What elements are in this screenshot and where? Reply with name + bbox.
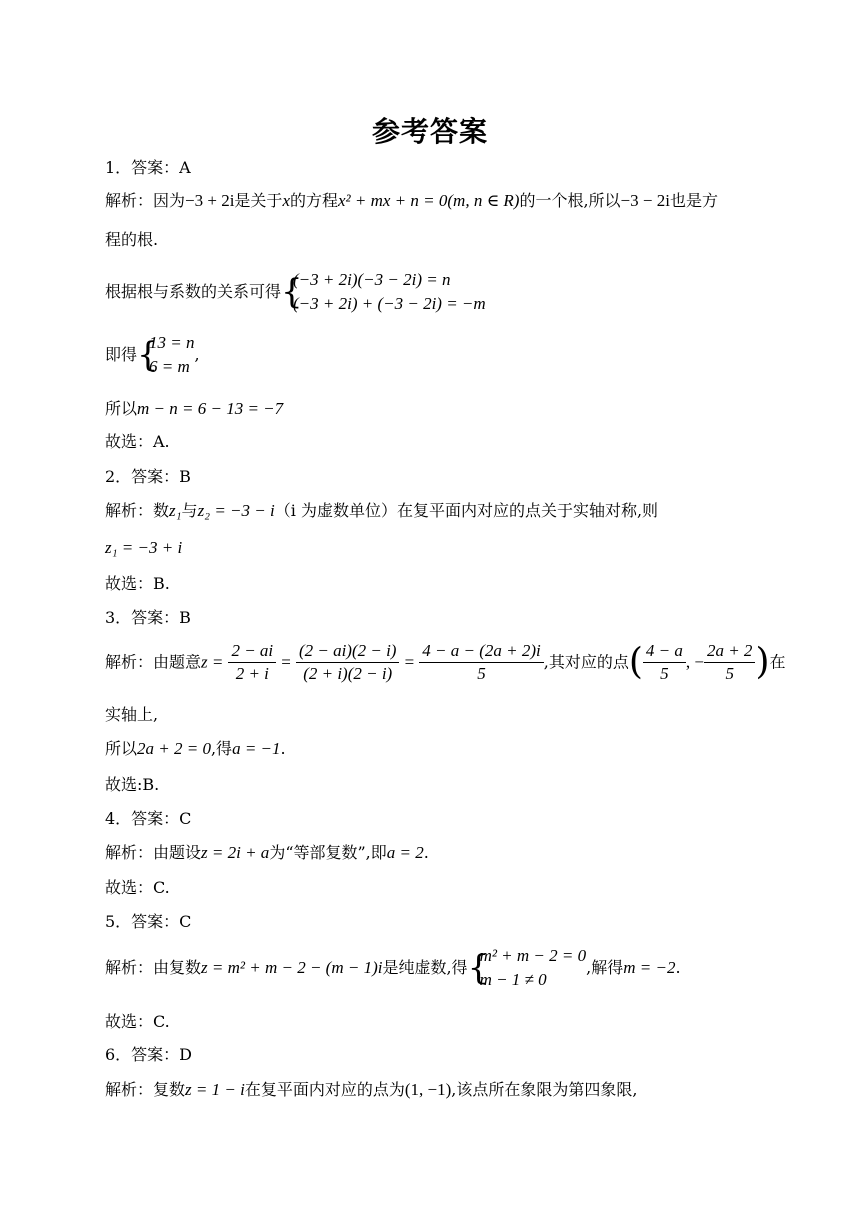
q3-cond: 2a + 2 = 0 <box>137 739 211 758</box>
q1-expr-conj: −3 − 2i <box>620 191 670 210</box>
brace-icon: { <box>281 272 303 312</box>
q1-expr-root: −3 + 2i <box>185 191 235 210</box>
q2-text: （i 为虚数单位）在复平面内对应的点关于实轴对称,则 <box>274 501 659 520</box>
q6-text-b: ,该点所在象限为第四象限, <box>451 1080 638 1099</box>
q3-f2-den: (2 + i)(2 − i) <box>303 664 393 683</box>
q3-eq-1: = <box>281 652 291 672</box>
q1-result: m − n = 6 − 13 = −7 <box>137 399 284 418</box>
q3-text-point: ,其对应的点 <box>543 652 629 672</box>
q5-sys-row2: m − 1 ≠ 0 <box>479 970 547 989</box>
q3-f1-den: 2 + i <box>235 664 269 683</box>
q2-result-expr: z₁ = −3 + i <box>105 538 183 557</box>
q3-zai: 在 <box>769 652 786 672</box>
q1-sys1-row1: (−3 + 2i)(−3 − 2i) = n <box>293 270 451 289</box>
q4-period: . <box>423 843 429 862</box>
q6-analysis-line <box>105 1080 637 1100</box>
q3-p2-num: 2a + 2 <box>704 640 755 663</box>
q2-z1: z₁ <box>169 501 182 520</box>
q1-sys2-row1: 13 = n <box>149 333 195 352</box>
q3-analysis-line <box>105 640 786 685</box>
q3-p2-den: 5 <box>725 664 734 683</box>
q1-text-d: 也是方 <box>669 191 718 210</box>
left-paren-icon: ( <box>628 641 643 683</box>
q2-analysis-line <box>105 501 658 521</box>
q4-analysis-line <box>105 843 429 863</box>
q4-answer: 4．答案：C <box>105 809 192 828</box>
q1-result-line <box>105 399 283 419</box>
q4-res: a = 2 <box>386 843 424 862</box>
q1-system-2 <box>137 331 194 379</box>
q6-answer: 6．答案：D <box>105 1045 193 1064</box>
q3-de: ,得 <box>210 739 233 758</box>
brace-icon: { <box>137 335 159 375</box>
q1-analysis-line <box>105 191 718 211</box>
right-paren-icon: ) <box>755 641 770 683</box>
q5-z-expr: z = m² + m − 2 − (m − 1)i <box>201 958 383 977</box>
q1-comma: , <box>194 345 200 364</box>
q2-answer: 2．答案：B <box>105 467 191 486</box>
q3-choose: 故选:B. <box>105 775 160 794</box>
q2-choose: 故选：B. <box>105 574 170 593</box>
q2-z2-expr: z₂ = −3 − i <box>197 501 275 520</box>
q3-cont: 实轴上, <box>105 705 159 724</box>
q3-point-x <box>643 640 686 685</box>
q4-z-expr: z = 2i + a <box>201 843 270 862</box>
q5-answer: 5．答案：C <box>105 912 192 931</box>
q5-sys-row1: m² + m − 2 = 0 <box>479 946 587 965</box>
q3-cond-line <box>105 739 286 759</box>
q3-f3-num: 4 − a − (2a + 2)i <box>419 640 543 663</box>
q1-relation-lead: 根据根与系数的关系可得 <box>105 282 282 301</box>
q3-answer: 3．答案：B <box>105 608 191 627</box>
q1-system-1 <box>281 268 486 316</box>
q5-system <box>468 944 587 992</box>
q6-text-a: 在复平面内对应的点为 <box>244 1080 405 1099</box>
q1-choose: 故选：A. <box>105 432 170 451</box>
q5-analysis-lead: 解析：由复数 <box>105 958 202 977</box>
q5-jiede: ,解得 <box>586 958 624 977</box>
q2-result <box>105 538 182 558</box>
q4-text: 为“等部复数”,即 <box>269 843 387 862</box>
q3-fraction-1 <box>228 640 276 685</box>
q6-z-expr: z = 1 − i <box>185 1080 245 1099</box>
q1-analysis-lead: 解析：因为 <box>105 191 186 210</box>
q3-f3-den: 5 <box>477 664 486 683</box>
q3-point-y <box>704 640 755 685</box>
q6-point: (1, −1) <box>404 1080 452 1099</box>
q3-fraction-3 <box>419 640 543 685</box>
q3-f2-num: (2 − ai)(2 − i) <box>296 640 400 663</box>
q4-choose: 故选：C. <box>105 878 170 897</box>
page-title: 参考答案 <box>371 115 488 148</box>
q1-cont: 程的根. <box>105 230 159 249</box>
q3-fraction-2 <box>296 640 400 685</box>
q1-text-c: 的一个根,所以 <box>519 191 621 210</box>
q3-p-sep: , − <box>685 652 704 672</box>
q1-sys2-row2: 6 = m <box>149 357 190 376</box>
q5-analysis-line <box>105 944 681 992</box>
q3-p1-den: 5 <box>660 664 669 683</box>
q1-relation-line <box>105 268 486 316</box>
q3-z-eq: z = <box>201 652 224 672</box>
q3-eq-2: = <box>404 652 415 672</box>
q4-analysis-lead: 解析：由题设 <box>105 843 202 862</box>
q1-answer: 1．答案：A <box>105 158 191 177</box>
q1-var-x: x <box>282 191 290 210</box>
q1-suoyi: 所以 <box>105 399 138 418</box>
q1-jide: 即得 <box>105 345 138 364</box>
q6-analysis-lead: 解析：复数 <box>105 1080 186 1099</box>
q3-analysis-lead: 解析：由题意 <box>105 652 202 672</box>
q1-sys1-row2: (−3 + 2i) + (−3 − 2i) = −m <box>293 294 486 313</box>
q3-f1-num: 2 − ai <box>228 640 276 663</box>
q2-yu: 与 <box>181 501 198 520</box>
q1-equation: x² + mx + n = 0(m, n ∈ R) <box>338 191 520 210</box>
q5-res: m = −2 <box>623 958 676 977</box>
q3-res: a = −1 <box>232 739 281 758</box>
q5-choose: 故选：C. <box>105 1012 170 1031</box>
q1-text-a: 是关于 <box>234 191 283 210</box>
brace-icon: { <box>467 948 490 988</box>
q5-text: 是纯虚数,得 <box>382 958 468 977</box>
q1-jide-line <box>105 331 200 379</box>
q1-text-b: 的方程 <box>289 191 338 210</box>
q5-period: . <box>675 958 681 977</box>
q3-period: . <box>280 739 286 758</box>
q3-suoyi: 所以 <box>105 739 138 758</box>
q2-analysis-lead: 解析：数 <box>105 501 170 520</box>
q3-p1-num: 4 − a <box>643 640 686 663</box>
